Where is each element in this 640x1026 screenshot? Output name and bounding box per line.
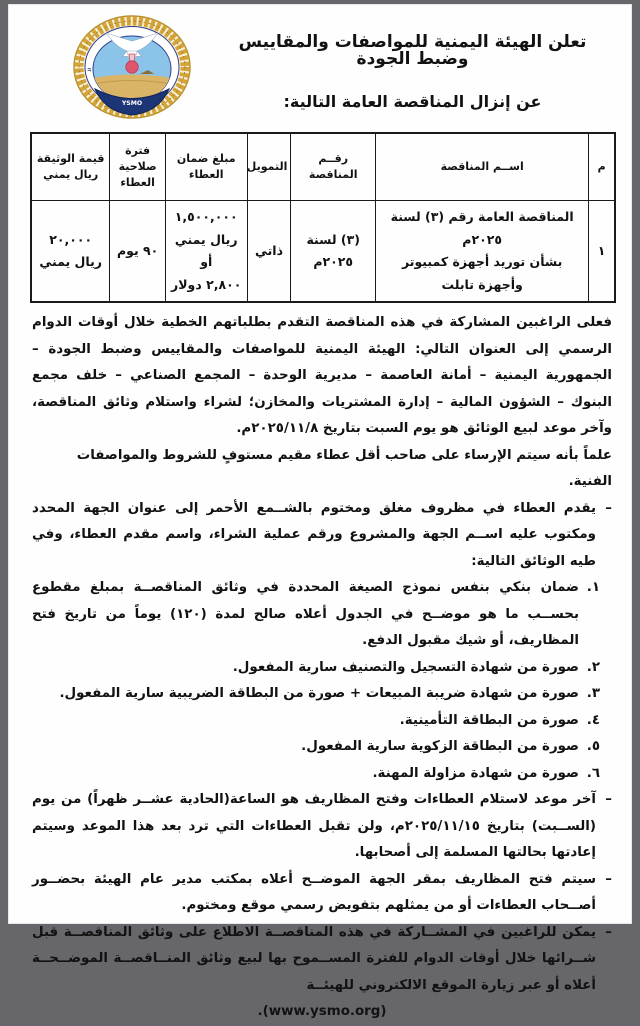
envelope-bullet	[32, 496, 612, 576]
tender-table	[30, 132, 616, 303]
dash-bullet-marker: –	[605, 792, 612, 807]
opening-bullet	[32, 867, 612, 920]
col-header-funding: التمويل	[247, 133, 291, 201]
col-header-tender-name: اســم المناقصة	[376, 133, 589, 201]
item-number: ٦.	[586, 765, 600, 781]
logo-ring-text: ال	[87, 67, 94, 72]
list-item	[32, 655, 600, 682]
announcement-body	[32, 310, 612, 1026]
website-url: (www.ysmo.org).	[257, 1004, 387, 1019]
cell-validity: ٩٠ يوم	[110, 201, 165, 303]
tender-number-line2: ٢٠٢٥م	[313, 254, 354, 269]
tender-name-line2: بشأن توريد أجهزة كمبيوتر وأجهزة تابلت	[401, 254, 563, 292]
review-bullet	[32, 920, 612, 1000]
award-note: علماً بأنه سيتم الإرساء على صاحب أقل عطاء مقيم مستوفٍ للشروط والمواصفات الفنية.	[76, 447, 612, 489]
col-header-guarantee: مبلغ ضمان العطاء	[165, 133, 247, 201]
item-text: صورة من البطاقة التأمينية.	[399, 712, 579, 728]
review-bullet-text: يمكن للراغبين في المشــاركة في هذه المناقصــة الاطلاع على وثائق المناقصــة قبل شــرائها خلال أوقات الدوام للفترة المســموح بها لبيع وثائق المنــاقصــة الموضــحــة أعلاه أو عبر زيارة الموقع الالكتروني للهيئــة	[32, 924, 596, 993]
envelope-bullet-text: يقدم العطاء في مظروف مغلق ومختوم بالشــمع الأحمر إلى عنوان الجهة المحدد ومكتوب عليه اســم الجهة والمشروع ورقم عملية الشراء، واسم مقدم العطاء، وفي طيه الوثائق التالية:	[32, 500, 596, 569]
deadline-bullet-text: آخر موعد لاستلام العطاءات وفتح المظاريف هو الساعة(الحادية عشــر ظهراً) من يوم (الســبت) بتاريخ ٢٠٢٥/١١/١٥م، ولن تقبل العطاءات التي ترد بعد هذا الموعد وسيتم إعادتها بحالتها المسلمة إلى أصحابها.	[32, 792, 597, 860]
list-item	[32, 708, 600, 735]
cell-doc-fee	[31, 201, 110, 303]
ysmo-emblem-icon	[70, 14, 194, 120]
dash-bullet-marker: –	[605, 871, 612, 887]
required-documents-list	[32, 575, 612, 787]
opening-bullet-text: سيتم فتح المظاريف بمقر الجهة الموضــح أعلاه بمكتب مدير عام الهيئة بحضــور أصــحاب العطاءات أو من يمثلهم بتفويض رسمي موقع ومختوم.	[32, 871, 596, 913]
guarantee-usd: ٢,٨٠٠ دولار	[171, 276, 242, 292]
guarantee-or: أو	[200, 254, 213, 269]
doc-fee-currency: ريال يمني	[39, 254, 102, 269]
document-header	[22, 14, 618, 126]
table-row	[31, 201, 615, 303]
item-number: ٥.	[586, 739, 600, 754]
guarantee-amount: ١,٥٠٠,٠٠٠	[174, 209, 238, 224]
list-item	[32, 761, 600, 788]
deadline-bullet	[32, 787, 612, 867]
item-text: صورة من البطاقة الزكوية سارية المفعول.	[301, 739, 579, 754]
cell-funding: ذاتي	[247, 201, 291, 303]
col-header-validity: فترة صلاحية العطاء	[110, 133, 165, 201]
doc-fee-amount: ٢٠,٠٠٠	[49, 231, 93, 247]
dash-bullet-marker: –	[605, 500, 612, 516]
item-number: ٣.	[586, 686, 600, 701]
col-header-doc-fee: قيمة الوثيقة ريال يمني	[31, 133, 110, 201]
item-number: ٤.	[586, 712, 600, 728]
table-header-row	[31, 133, 615, 201]
dash-bullet-marker: –	[605, 924, 612, 940]
tender-name-line1: المناقصة العامة رقم (٣) لسنة ٢٠٢٥م	[390, 209, 574, 247]
item-text: ضمان بنكي بنفس نموذج الصيغة المحددة في وثائق المناقصــة بمبلغ مقطوع بحســب ما هو موضــح في الجدول أعلاه صالح لمدة (١٢٠) يوماً من تاريخ فتح المظاريف، أو شيك مقبول الدفع.	[32, 580, 579, 648]
item-text: صورة من شهادة مزاولة المهنة.	[372, 765, 579, 781]
announcement-title	[217, 34, 608, 110]
item-number: ١.	[586, 580, 600, 595]
logo-banner-text: YSMO	[121, 100, 143, 107]
document-content	[8, 4, 632, 1019]
list-item	[32, 734, 600, 761]
tender-number-line1: (٣) لسنة	[306, 231, 360, 247]
document-page	[8, 4, 632, 1019]
list-item	[32, 575, 600, 655]
item-text: صورة من شهادة ضريبة المبيعات + صورة من البطاقة الضريبية سارية المفعول.	[59, 686, 579, 701]
guarantee-currency: ريال يمني	[174, 231, 238, 247]
ysmo-emblem-logo	[70, 14, 194, 124]
item-number: ٢.	[586, 659, 600, 675]
cell-tender-number	[291, 201, 376, 303]
intro-paragraph: فعلى الراغبين المشاركة في هذه المناقصة التقدم بطلباتهم الخطية خلال أوقات الدوام الرسمي إلى العنوان التالي: الهيئة اليمنية للمواصفات والمقاييس وضبط الجودة – الجمهورية اليمنية – أمانة العاصمة – مديرية الوحدة – المجمع الصناعي – خلف مجمع البنوك – الشؤون المالية – إدارة المشتريات والمخازن؛ لشراء واستلام وثائق المناقصة، وآخر موعد لبيع الوثائق هو يوم السبت بتاريخ ٢٠٢٥/١١/٨م.	[32, 315, 612, 436]
col-header-tender-number: رقــم المناقصة	[291, 133, 376, 201]
title-line-2: عن إنزال المناقصة العامة التالية:	[283, 92, 542, 111]
cell-guarantee	[165, 201, 247, 303]
cell-index: ١	[589, 201, 615, 303]
item-text: صورة من شهادة التسجيل والتصنيف سارية المفعول.	[232, 659, 579, 675]
cell-tender-name	[376, 201, 589, 303]
title-line-1: تعلن الهيئة اليمنية للمواصفات والمقاييس وضبط الجودة	[238, 32, 587, 69]
col-header-index: م	[589, 133, 615, 201]
list-item	[32, 681, 600, 708]
